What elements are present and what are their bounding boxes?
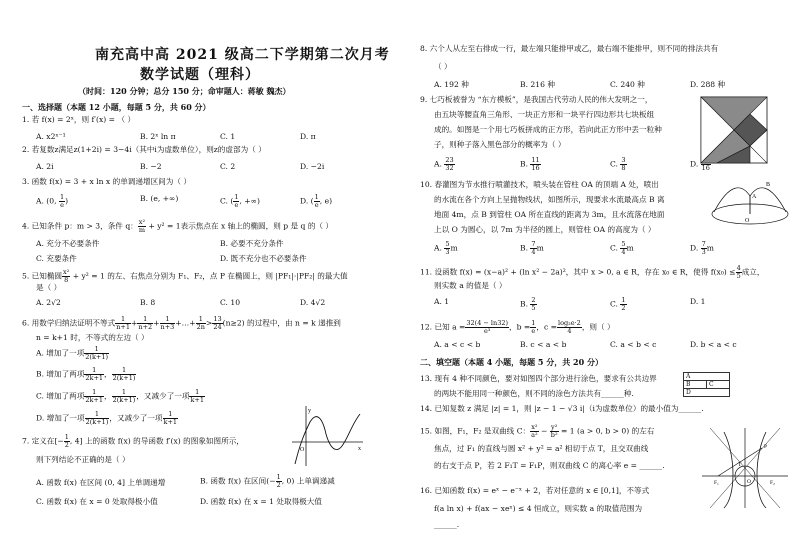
q7-option-c: C. 函数 f(x) 在 x = 0 处取得极小值	[36, 497, 158, 506]
q10-option-a: A. $\frac{5}{3}$ m	[434, 240, 458, 256]
q11-option-a: A. 1	[434, 297, 450, 306]
q2-option-d: D. −2i	[300, 162, 325, 171]
region-c: C	[707, 381, 730, 389]
q5-stem: 5. 已知椭圆 $\frac{\text{x²}}{8}$ + y² = 1 的左、右焦点分别为 F₁、F₂，点 P 在椭圆上，则 |PF₁|·|PF₂| 的最大值	[22, 268, 348, 284]
q4-stem: 4. 已知条件 p：m > 3，条件 q： $\frac{\text{x²}}{m}$ + y² = 1表示焦点在 x 轴上的椭圆，则 p 是 q 的（ ）	[22, 218, 334, 234]
q13-stem-1: 13. 现有 4 种不同颜色，要对如图四个部分进行涂色，要求有公共边界	[420, 374, 657, 383]
q7-option-a: A. 函数 f(x) 在区间 (0, 4] 上单调递增	[36, 478, 166, 487]
q10-stem-4: 上以 O 为圆心，以 7m 为半径的圆上，则管柱 OA 的高度为（ ）	[434, 225, 656, 234]
graph-y-label: y	[308, 408, 311, 414]
q16-stem-1: 16. 已知函数 f(x) = eˣ − e⁻ˣ + 2，若对任意的 x ∈ [0,1]，不等式	[420, 486, 650, 495]
q12-option-a: A. a < c < b	[434, 340, 481, 349]
q6-option-b: B. 增加了两项 $\frac{1}{2k+1}$ ， $\frac{1}{2(k+1)}$	[36, 366, 136, 382]
q7-stem: 7. 定义在[− $\frac{1}{2}$ , 4] 上的函数 f(x) 的导函数 f′(x) 的图象如图所示，	[22, 433, 244, 449]
q10-option-c: C. $\frac{5}{4}$ m	[610, 240, 634, 256]
q15-stem-2: 焦点，过 F₁ 的直线与圆 x² + y² = a² 相切于点 T，且交双曲线	[434, 444, 649, 453]
q9-stem-1: 9. 七巧板被誉为 “东方模板”，是我国古代劳动人民的伟大发明之一，	[420, 95, 653, 104]
exam-subtitle: 数学试题（理科）	[140, 67, 260, 83]
q6-stem-cont: n = k+1 时，不等式的左边（ ）	[36, 333, 149, 342]
q7-option-d: D. 函数 f(x) 在 x = 1 处取得极大值	[200, 497, 322, 506]
q1-option-a: A. x2ˣ⁻¹	[36, 132, 66, 141]
q1-option-c: C. 1	[220, 132, 236, 141]
q16-stem-2: f(a ln x) + f(ax − xeˣ) ≤ 4 恒成立，则实数 a 的取值范围为	[434, 504, 643, 513]
exam-title: 南充高中高 2021 级高二下学期第二次月考	[95, 47, 390, 63]
q8-option-b: B. 216 种	[520, 80, 555, 89]
q6-option-a: A. 增加了一项 $\frac{1}{2(k+1)}$	[36, 345, 109, 361]
hyperbola-origin-label: O	[747, 479, 751, 485]
q12-stem: 12. 已知 a = $\frac{32(4 - \ln 32)}{\text{e³}}$ ，b = $\frac{1}{e}$ ，c = $\frac{\text{log₂e·2}}{4}$ ，则（ ）	[420, 319, 615, 335]
region-a: A	[684, 373, 730, 381]
q8-stem-cont: （ ）	[434, 62, 452, 71]
section-title-fill: 二、填空题（本题 4 小题，每题 5 分，共 20 分）	[420, 357, 603, 367]
q13-color-regions	[683, 372, 730, 397]
q1-stem: 1. 若 f(x) = 2ˣ，则 f′(x) = （ ）	[22, 115, 136, 124]
q2-option-b: B. −2	[140, 162, 162, 171]
q4-option-d: D. 既不充分也不必要条件	[220, 254, 307, 263]
q11-option-d: D. 1	[690, 297, 706, 306]
q8-option-c: C. 240 种	[610, 80, 645, 89]
region-b: B	[684, 381, 707, 389]
q10-stem-2: 的水流在各个方向上呈抛物线状，如图所示，现要求水流最高点 B 离	[434, 195, 665, 204]
q8-stem: 8. 六个人从左至右排成一行，最左端只能排甲或乙，最右端不能排甲，则不同的排法共有	[420, 44, 719, 53]
focus-f2-label: F₂	[770, 480, 775, 486]
q1-option-b: B. 2ˣ ln π	[140, 132, 176, 141]
q9-option-c: C. $\frac{3}{8}$	[610, 156, 626, 172]
q9-stem-2: 由五块等腰直角三角形、一块正方形和一块平行四边形共七块板组	[434, 110, 655, 119]
q10-stem-3: 地面 4m，点 B 到管柱 OA 所在直线的距离为 3m，且水流落在地面	[434, 210, 665, 219]
q12-option-c: C. a < b < c	[610, 340, 657, 349]
q13-stem-2: 的两块不能用同一种颜色，则不同的涂色方法共有______种.	[434, 389, 634, 398]
q9-option-b: B. $\frac{11}{16}$	[520, 156, 540, 172]
q7-derivative-graph	[290, 404, 365, 468]
q15-stem-3: 的右支于点 P，若 2 F₁T = F₁P，则双曲线 C 的离心率 e = ______.	[434, 461, 665, 470]
q9-option-d: D. 16	[690, 157, 711, 172]
q10-stem-1: 10. 春灌图为节水推行喷灌技术，喷头装在管柱 OA 的顶端 A 处，喷出	[420, 180, 659, 189]
q8-option-d: D. 288 种	[690, 80, 726, 89]
q5-stem-cont: 是（ ）	[36, 283, 62, 292]
q16-stem-3: ______.	[434, 520, 460, 529]
q3-option-d: D. ( $\frac{1}{e}$ , e)	[300, 193, 333, 209]
q9-tangram-figure	[700, 96, 768, 164]
q5-option-c: C. 10	[220, 298, 241, 307]
q9-stem-3: 成的。如图是一个用七巧板拼成的正方形，若向此正方形中丢一粒种	[434, 125, 662, 134]
point-a-label: A	[752, 194, 757, 200]
q15-stem-1: 15. 如图，F₁，F₂ 是双曲线 C： $\frac{\text{x²}}{\text{a²}}$ − $\frac{\text{y²}}{\text{b²}}$ = 1 (a > 0, b > 0) 的左右	[420, 423, 655, 439]
point-o-label: O	[745, 218, 750, 224]
focus-f1-label: F₁	[714, 480, 719, 486]
q3-option-c: C. ( $\frac{1}{e}$ , +∞)	[220, 193, 260, 209]
q11-option-c: C. $\frac{1}{2}$	[610, 296, 626, 312]
q14-stem: 14. 已知复数 z 满足 |z| = 1，则 |z − 1 − √3 i|（i为虚数单位）的最小值为______.	[420, 404, 704, 413]
point-b-label: B	[766, 182, 771, 188]
q4-option-c: C. 充要条件	[36, 254, 77, 263]
q9-option-a: A. $\frac{23}{32}$	[434, 156, 454, 172]
q4-option-a: A. 充分不必要条件	[36, 239, 100, 248]
hyperbola-left-branch	[724, 432, 733, 508]
graph-curve	[295, 414, 360, 464]
q5-option-b: B. 8	[140, 298, 156, 307]
q7-option-b: B. 函数 f(x) 在区间(− $\frac{1}{2}$ , 0) 上单调递减	[200, 473, 335, 489]
q2-stem: 2. 若复数z满足z(1+2i) = 3−4i（其中i为虚数单位），则z的虚部为（ ）	[22, 145, 266, 154]
q6-option-d: D. 增加了一项 $\frac{1}{2(k+1)}$ ，又减少了一项 $\frac{1}{k+1}$	[36, 410, 178, 426]
q10-option-b: B. $\frac{7}{4}$ m	[520, 240, 544, 256]
region-d: D	[684, 389, 730, 397]
q4-option-b: B. 必要不充分条件	[220, 239, 284, 248]
graph-x-label: x	[358, 446, 361, 452]
point-t-label: T	[738, 462, 742, 468]
q1-option-d: D. π	[300, 132, 316, 141]
q8-option-a: A. 192 种	[434, 80, 469, 89]
q2-option-c: C. 2	[220, 162, 236, 171]
q11-stem-cont: 则实数 a 的值是（ ）	[434, 281, 507, 290]
point-p-label: P	[764, 444, 768, 450]
q11-option-b: B. $\frac{2}{5}$	[520, 296, 536, 312]
exam-meta: （时间：120 分钟；总分 150 分；命审题人：蒋敏 魏杰）	[78, 86, 291, 96]
q10-option-d: D. $\frac{7}{3}$ m	[690, 240, 714, 256]
q3-option-a: A. (0, $\frac{1}{e}$ )	[36, 193, 69, 209]
q3-option-b: B. (e, +∞)	[140, 194, 179, 203]
q10-sprinkler-figure	[710, 178, 790, 226]
graph-origin-label: O	[300, 447, 305, 453]
q5-option-a: A. 2√2	[36, 298, 61, 307]
q3-stem: 3. 函数 f(x) = 3 + x ln x 的单调递增区间为（ ）	[22, 177, 191, 186]
q2-option-a: A. 2i	[36, 162, 54, 171]
q12-option-b: B. c < a < b	[520, 340, 567, 349]
q9-stem-4: 子，则种子落入黑色部分的概率为（ ）	[434, 140, 566, 149]
q11-stem: 11. 设函数 f(x) = (x−a)² + (ln x² − 2a)²，其中 x > 0, a ∈ R，存在 x₀ ∈ R，使得 f(x₀) ≤ $\frac{4}{5}$ 成立，	[420, 264, 765, 280]
q15-hyperbola-figure	[700, 426, 790, 510]
q7-stem-cont: 则下列结论不正确的是（ ）	[36, 455, 130, 464]
q6-stem: 6. 用数学归纳法证明不等式 $\frac{1}{n+1}$ + $\frac{1}{n+2}$ + $\frac{1}{n+3}$ +…+ $\frac{1}{2n}$ > $\frac{13}{24}$ (n≥2) 的过程中，由 n = k 递推到	[22, 315, 341, 331]
q5-option-d: D. 4√2	[300, 298, 326, 307]
q6-option-c: C. 增加了两项 $\frac{1}{2k+1}$ ， $\frac{1}{2(k+1)}$ ，又减少了一项 $\frac{1}{k+1}$	[36, 388, 205, 404]
q12-option-d: D. b < a < c	[690, 340, 737, 349]
section-title-choice: 一、选择题（本题 12 小题，每题 5 分，共 60 分）	[22, 102, 211, 112]
